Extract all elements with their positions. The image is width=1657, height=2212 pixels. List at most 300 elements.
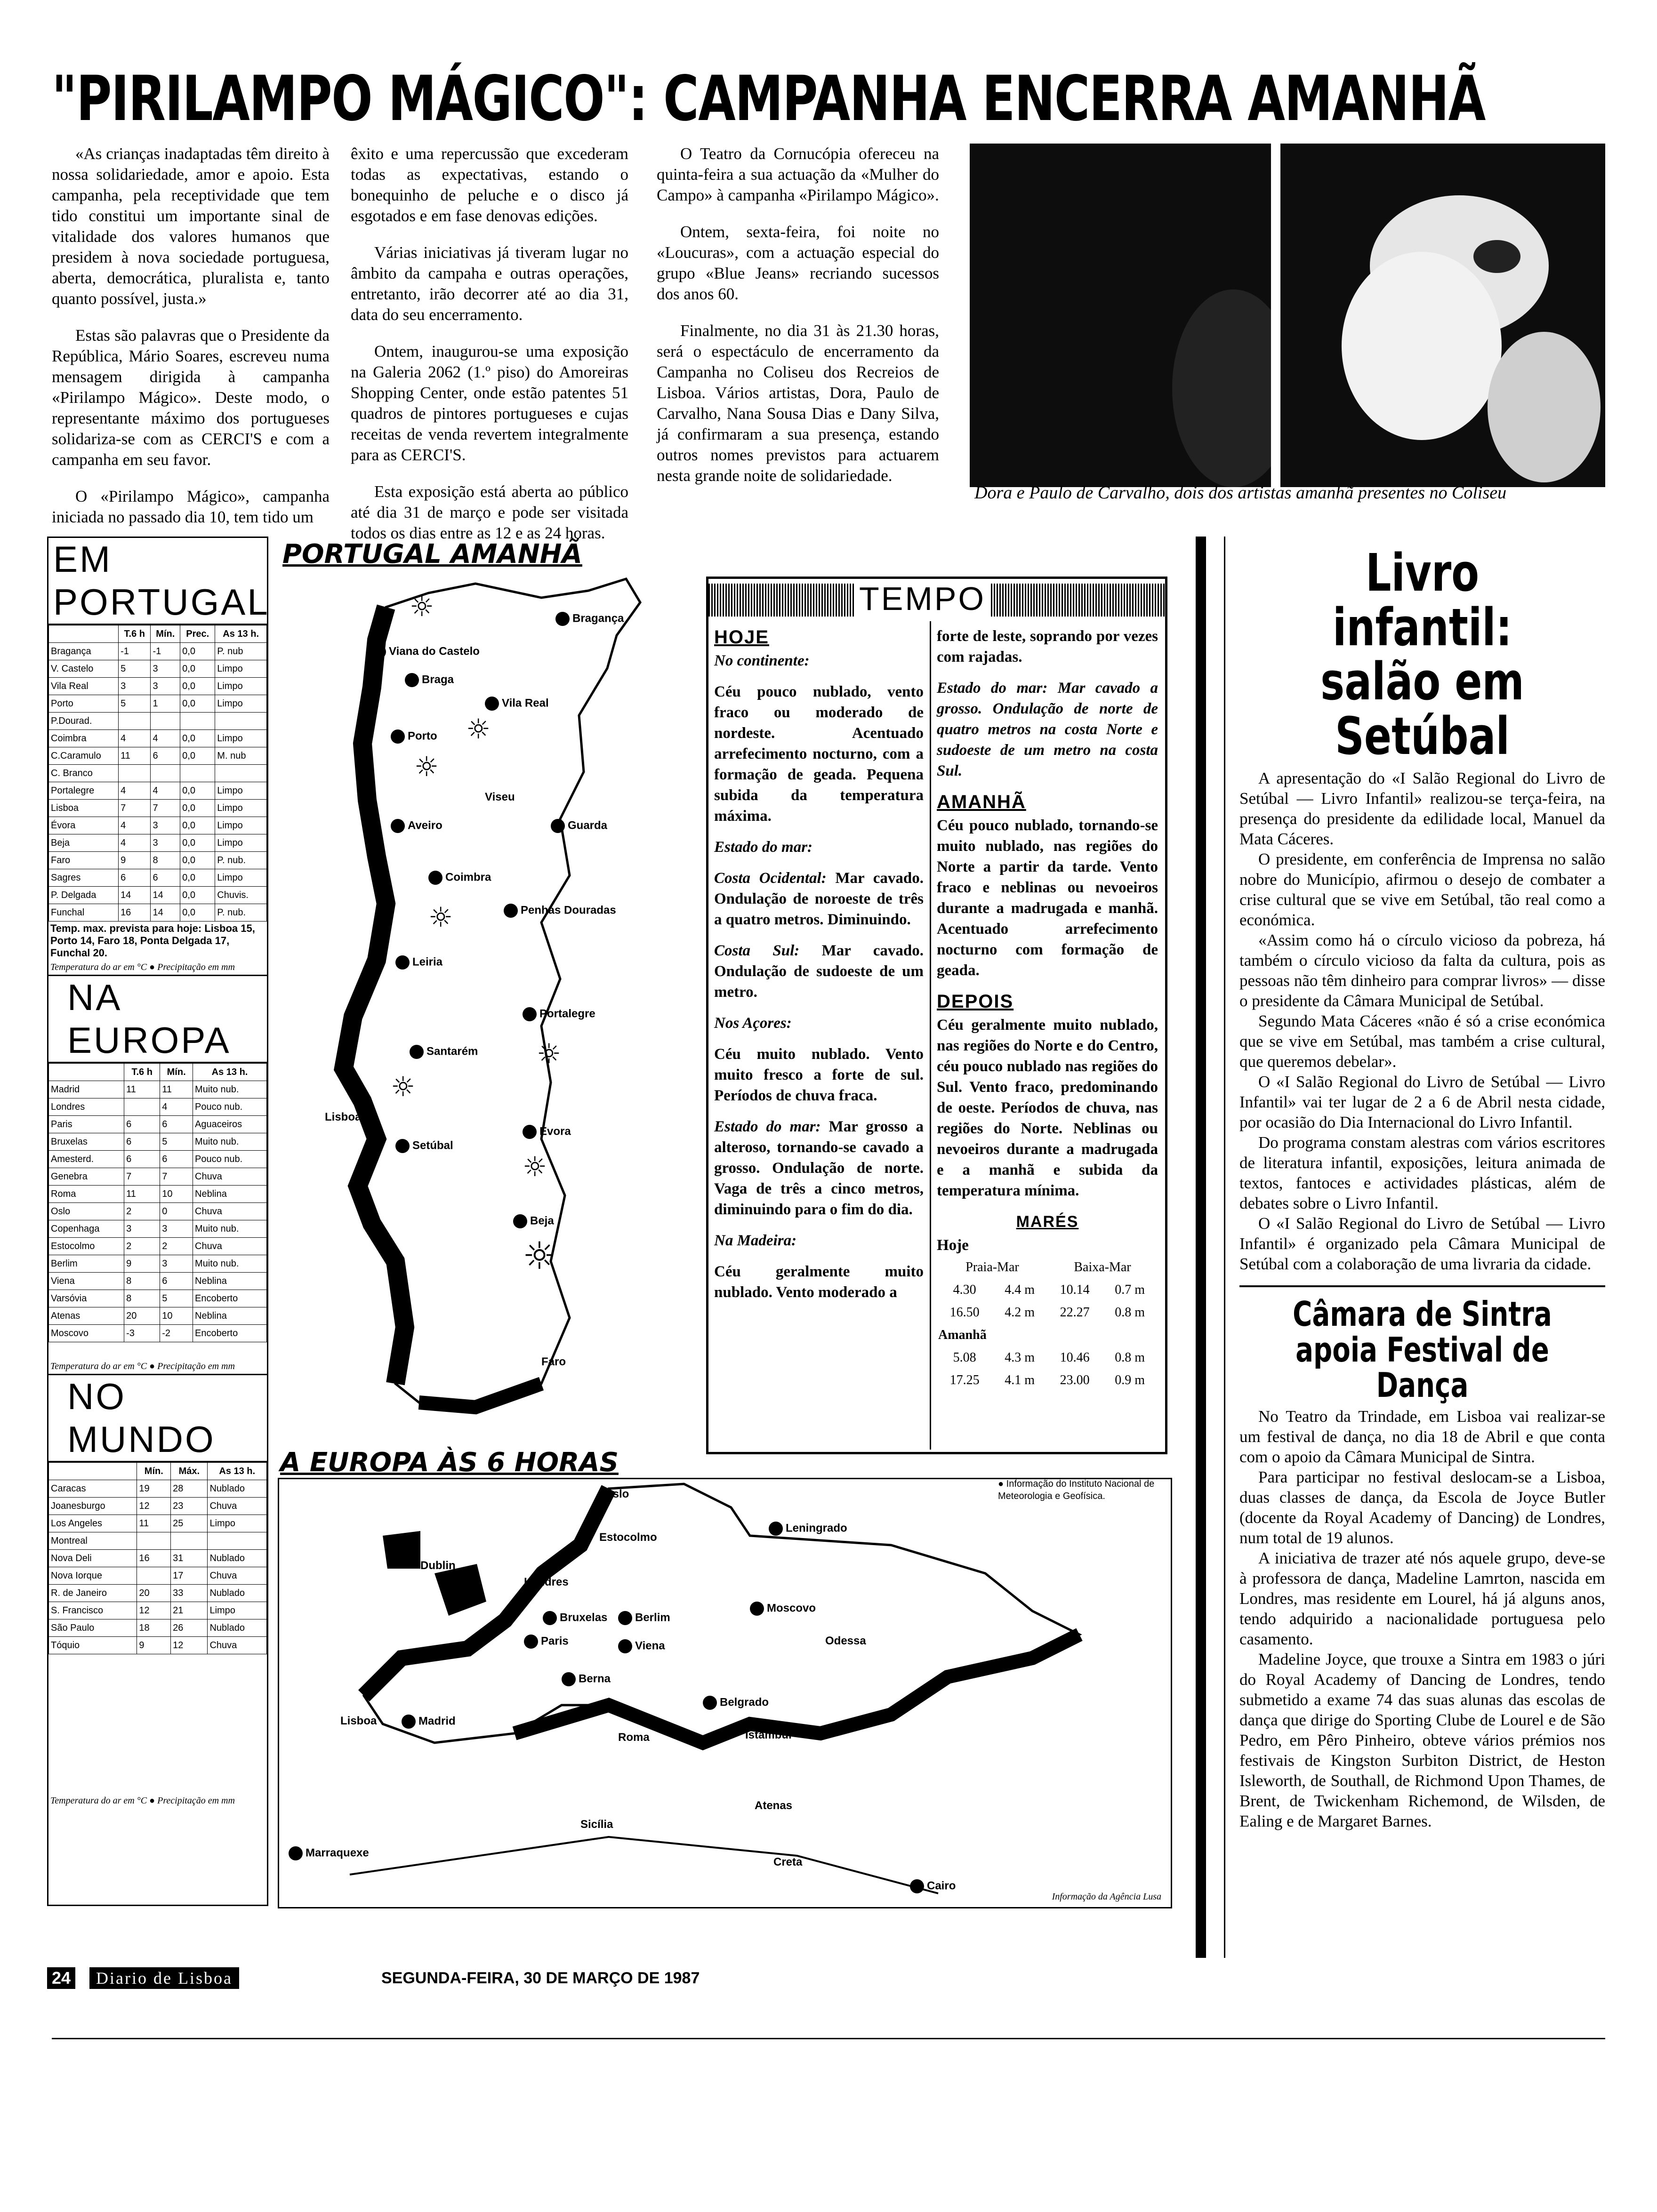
table-row — [49, 678, 267, 695]
table-cell: 0,0 — [180, 730, 215, 747]
map-city-label: Vila Real — [502, 697, 549, 710]
table-row — [49, 730, 267, 747]
tempo-hoje-item — [714, 650, 924, 671]
table-cell — [171, 1532, 208, 1550]
tempo-label: Costa Ocidental: — [714, 870, 836, 887]
europe-map-shape — [279, 1479, 1171, 1907]
table-cell: P. nub — [215, 643, 267, 660]
europe-city: Sicília — [580, 1818, 613, 1831]
table-header-cell — [49, 625, 119, 643]
europe-city — [618, 1611, 670, 1625]
sidebar-paragraph: O «I Salão Regional do Livro de Setúbal — Livro Infantil» é organizado pela Câmara Municipal de Setúbal com a colaboração de uma livraria da cidade. — [1239, 1214, 1605, 1273]
table-cell: 0,0 — [180, 678, 215, 695]
table-cell: 6 — [124, 1151, 160, 1168]
table-cell: Limpo — [215, 678, 267, 695]
europe-map-title: A EUROPA ÀS 6 HORAS — [280, 1447, 619, 1478]
mares-amanha-label: Amanhã — [938, 1328, 987, 1342]
photo-dora-image — [970, 144, 1271, 487]
table-cell: Chuva — [208, 1567, 267, 1585]
table-row — [49, 800, 267, 817]
cloud-icon — [551, 819, 565, 833]
europe-city — [703, 1696, 769, 1710]
tempo-hoje-item: Costa Ocidental: Mar cavado. Ondulação de noroeste de três a quatro metros. Diminuindo. — [714, 870, 924, 928]
table-cell: 6 — [124, 1116, 160, 1133]
article-paragraph: Finalmente, no dia 31 às 21.30 horas, será o espectáculo de encerramento da Campanha no Coliseu dos Recreios de Lisboa. Vários artistas, Dora, Paulo de Carvalho, Nana Sousa Dias e Dany Silva, já confirmaram a sua presença, estando outros nomes previstos para actuarem nesta grande noite de solidariedade. — [657, 321, 939, 485]
europe-table — [48, 1063, 267, 1342]
table-cell: Madrid — [49, 1081, 124, 1098]
sun-icon: ☼ — [523, 1151, 547, 1183]
cloud-icon — [405, 673, 419, 687]
issue-date: SEGUNDA-FEIRA, 30 DE MARÇO DE 1987 — [381, 1969, 700, 1987]
table-row — [49, 1325, 267, 1342]
table-row — [49, 1619, 267, 1637]
map-city-label: Viseu — [485, 791, 515, 803]
table-cell: 7 — [151, 800, 180, 817]
table-cell: 14 — [119, 887, 151, 904]
table-cell: Limpo — [215, 869, 267, 887]
table-row — [49, 1203, 267, 1220]
mares-cell: 0.9 m — [1115, 1373, 1145, 1387]
bottom-rule — [52, 2038, 1605, 2039]
mares-col-baixa: Baixa-Mar — [1074, 1260, 1131, 1274]
tempo-hoje-item: Céu pouco nublado, vento fraco ou moderado de nordeste. Acentuado arrefecimento nocturno, com a formação de geada. Pequena subida da temperatura máxima. — [714, 683, 924, 825]
map-city-label: Setúbal — [412, 1139, 453, 1152]
europe-city — [524, 1635, 569, 1649]
table-header-cell: Prec. — [180, 625, 215, 643]
cloud-icon — [485, 697, 499, 711]
europe-city-label: Viena — [635, 1639, 665, 1652]
europe-city-label: Moscovo — [767, 1602, 816, 1615]
sidebar-paragraph: No Teatro da Trindade, em Lisboa vai realizar-se um festival de dança, no dia 18 de Abril e que conta com o apoio da Câmara Municipal de Sintra. — [1239, 1407, 1605, 1466]
table-cell: 0,0 — [180, 887, 215, 904]
table-row — [49, 1255, 267, 1273]
map-city-label: Guarda — [568, 819, 608, 832]
map-city-penhas — [504, 904, 616, 918]
table-cell: 7 — [160, 1168, 193, 1186]
table-cell: Tóquio — [49, 1637, 137, 1654]
table-cell: 12 — [137, 1602, 171, 1619]
table-row — [49, 817, 267, 834]
cloud-icon — [402, 1715, 416, 1729]
map-city-label: Lisboa — [325, 1111, 362, 1123]
sidebar-headline-2: Câmara de Sintra apoia Festival de Dança — [1293, 1294, 1552, 1405]
table-cell: 10 — [160, 1186, 193, 1203]
europe-city: Roma — [618, 1731, 650, 1744]
cloud-icon — [543, 1611, 557, 1625]
table-cell: 7 — [119, 800, 151, 817]
table-cell: 8 — [124, 1290, 160, 1307]
table-cell: 4 — [119, 834, 151, 852]
portugal-table-title: EM PORTUGAL — [48, 538, 267, 625]
table-row — [49, 1098, 267, 1116]
map-city-braga — [405, 673, 454, 687]
table-cell: 3 — [124, 1220, 160, 1238]
table-cell — [215, 713, 267, 730]
table-cell: Nova Deli — [49, 1550, 137, 1567]
table-cell: Los Angeles — [49, 1515, 137, 1532]
europe-city-label: Madrid — [418, 1715, 456, 1728]
table-cell: -3 — [124, 1325, 160, 1342]
europe-city-label: Belgrado — [720, 1696, 769, 1709]
table-row — [49, 1133, 267, 1151]
map-city-santarem — [410, 1045, 478, 1059]
table-cell: 0,0 — [180, 660, 215, 678]
europe-city-label: Paris — [541, 1635, 569, 1648]
table-cell: Vila Real — [49, 678, 119, 695]
table-cell: 2 — [124, 1203, 160, 1220]
table-cell: 12 — [137, 1498, 171, 1515]
mares-col-praia: Praia-Mar — [965, 1260, 1019, 1274]
world-table-note: Temperatura do ar em °C ● Precipitação em mm — [50, 1795, 235, 1806]
table-cell: Moscovo — [49, 1325, 124, 1342]
map-city-label: Santarém — [426, 1045, 478, 1058]
table-header-cell: T.6 h — [124, 1064, 160, 1081]
article-paragraph: Estas são palavras que o Presidente da República, Mário Soares, escreveu numa mensagem dirigida à campanha «Pirilampo Mágico». Deste modo, o representante máximo dos portugueses solidariza-se com as CERCI'S e com a campanha em seu favor. — [52, 326, 330, 469]
table-cell: Muito nub. — [193, 1081, 267, 1098]
table-cell: 0,0 — [180, 747, 215, 765]
table-row — [49, 643, 267, 660]
sun-icon: ☼ — [466, 713, 491, 745]
table-cell: 17 — [171, 1567, 208, 1585]
table-cell: Atenas — [49, 1307, 124, 1325]
map-city-label: Beja — [530, 1214, 554, 1227]
table-cell: 6 — [124, 1133, 160, 1151]
article-paragraph: Várias iniciativas já tiveram lugar no âmbito da campaha e outras operações, entretanto, irão decorrer até ao dia 31, data do seu encerramento. — [351, 243, 628, 324]
table-cell: Oslo — [49, 1203, 124, 1220]
article-column-1 — [52, 144, 330, 544]
table-cell: Évora — [49, 817, 119, 834]
table-cell — [151, 713, 180, 730]
table-cell: 16 — [137, 1550, 171, 1567]
cloud-icon — [391, 819, 405, 833]
portugal-table-note: Temperatura do ar em °C ● Precipitação em mm — [50, 962, 235, 972]
table-row — [49, 1567, 267, 1585]
sun-icon: ☼ — [537, 1038, 561, 1070]
table-cell: Porto — [49, 695, 119, 713]
table-cell: 28 — [171, 1480, 208, 1498]
table-row — [49, 834, 267, 852]
table-cell: Varsóvia — [49, 1290, 124, 1307]
tempo-hoje-item: Céu muito nublado. Vento muito fresco a forte de sul. Períodos de chuva fraca. — [714, 1046, 924, 1104]
table-cell: 3 — [119, 678, 151, 695]
cloud-icon — [410, 1045, 424, 1059]
map-city-label: Leiria — [412, 955, 443, 969]
table-cell: Limpo — [215, 730, 267, 747]
cloud-icon — [504, 904, 518, 918]
europe-map-credit: Informação da Agência Lusa — [1052, 1891, 1161, 1902]
europe-city: Creta — [773, 1856, 803, 1868]
table-header-cell — [49, 1064, 124, 1081]
article-paragraph: êxito e uma repercussão que excederam todas as expectativas, estando o bonequinho de peluche e o disco já esgotados e em fase denovas edições. — [351, 144, 628, 225]
table-cell: Chuvis. — [215, 887, 267, 904]
table-header-cell: As 13 h. — [215, 625, 267, 643]
europe-city: Atenas — [755, 1799, 793, 1812]
sidebar-paragraph: O presidente, em conferência de Imprensa no salão nobre do Município, afirmou o desejo de combater a crise cultural que se vive em Setúbal, tão real como a económica. — [1239, 850, 1605, 929]
table-cell: 6 — [151, 747, 180, 765]
table-cell: 26 — [171, 1619, 208, 1637]
tempo-depois-heading: DEPOIS — [937, 991, 1014, 1012]
table-cell: 0 — [160, 1203, 193, 1220]
tempo-amanha-text: Céu pouco nublado, tornando-se muito nublado, nas regiões do Norte a partir da tarde. Vento fraco e neblinas ou nevoeiros durante a madrugada e manhã. Acentuado arrefecimento nocturno com formação de geada. — [937, 817, 1158, 979]
sidebar-rule — [1196, 537, 1206, 1958]
tempo-label: Nos Açores: — [714, 1015, 792, 1032]
tempo-box — [706, 577, 1167, 1454]
mares-cell: 0.8 m — [1115, 1350, 1145, 1365]
tempo-label: No continente: — [714, 652, 810, 669]
table-cell: Coimbra — [49, 730, 119, 747]
table-cell: Copenhaga — [49, 1220, 124, 1238]
table-cell: 1 — [151, 695, 180, 713]
table-cell: P. nub. — [215, 852, 267, 869]
world-table-title: NO MUNDO — [48, 1375, 267, 1462]
cloud-icon — [750, 1602, 764, 1616]
table-cell: Encoberto — [193, 1290, 267, 1307]
cloud-icon — [289, 1846, 303, 1860]
europe-map — [278, 1478, 1172, 1908]
table-cell: Encoberto — [193, 1325, 267, 1342]
table-cell: Chuva — [193, 1168, 267, 1186]
table-row — [49, 695, 267, 713]
sidebar-paragraph: Segundo Mata Cáceres «não é só a crise económica que se vive em Setúbal, mas também a crise cultural, que queremos debelar». — [1239, 1012, 1605, 1071]
table-cell: Neblina — [193, 1273, 267, 1290]
mares-cell: 0.7 m — [1115, 1282, 1145, 1297]
table-cell: Faro — [49, 852, 119, 869]
europe-city: Lisboa — [340, 1715, 377, 1727]
table-row — [49, 1602, 267, 1619]
table-cell: Bragança — [49, 643, 119, 660]
table-cell: Chuva — [193, 1238, 267, 1255]
table-cell: Muito nub. — [193, 1220, 267, 1238]
table-row — [49, 1081, 267, 1098]
sidebar-paragraph: «Assim como há o círculo vicioso da pobreza, há também o círculo vicioso da falta da cultura, pois as pessoas não têm dinheiro para comprar livros» — disse o presidente da Câmara Municipal de Setúbal. — [1239, 931, 1605, 1010]
table-cell: 3 — [160, 1220, 193, 1238]
table-cell: Berlim — [49, 1255, 124, 1273]
table-cell: 8 — [124, 1273, 160, 1290]
article-paragraph: Ontem, sexta-feira, foi noite no «Loucuras», com a actuação especial do grupo «Blue Jeans» recriando sucessos dos anos 60. — [657, 223, 939, 303]
europe-city: Oslo — [604, 1488, 629, 1500]
mares-cell: 17.25 — [949, 1373, 980, 1387]
table-row — [49, 1186, 267, 1203]
cloud-icon — [372, 645, 386, 659]
table-cell: R. de Janeiro — [49, 1585, 137, 1602]
cloud-icon — [910, 1879, 924, 1893]
table-cell: Limpo — [215, 782, 267, 800]
europe-city: Dublin — [420, 1559, 456, 1572]
table-cell: 33 — [171, 1585, 208, 1602]
table-cell: 0,0 — [180, 782, 215, 800]
europe-table-title: NA EUROPA — [48, 976, 267, 1063]
sidebar-paragraph: Para participar no festival deslocam-se a Lisboa, duas classes de dança, da Escola de Joyce Butler (docente da Royal Academy of Dancing) de Londres, num total de 19 alunos. — [1239, 1467, 1605, 1547]
table-cell — [151, 765, 180, 782]
table-cell: 6 — [160, 1151, 193, 1168]
sidebar-article-1 — [1239, 768, 1605, 1274]
europe-city — [750, 1602, 816, 1616]
table-cell: Londres — [49, 1098, 124, 1116]
cloud-icon — [523, 1125, 537, 1139]
sun-icon — [555, 612, 570, 626]
sun-icon: ☼ — [391, 1071, 415, 1103]
table-row — [49, 1290, 267, 1307]
table-cell — [180, 713, 215, 730]
cloud-icon — [703, 1696, 717, 1710]
table-header-cell — [49, 1463, 137, 1480]
table-cell: 5 — [160, 1133, 193, 1151]
weather-tables — [47, 537, 268, 1906]
table-cell: 11 — [137, 1515, 171, 1532]
map-city-label: Faro — [541, 1355, 566, 1368]
table-cell: 3 — [151, 660, 180, 678]
europe-city-label: Cairo — [927, 1879, 956, 1892]
table-cell: Muito nub. — [193, 1255, 267, 1273]
world-table-section — [48, 1374, 267, 1808]
tempo-label: Na Madeira: — [714, 1232, 797, 1249]
table-cell: 5 — [119, 695, 151, 713]
sun-icon: ☼ — [523, 1234, 556, 1278]
map-city-porto — [391, 729, 437, 744]
table-cell: Limpo — [215, 817, 267, 834]
headline: "PIRILAMPO MÁGICO": CAMPANHA ENCERRA AMANHÃ — [52, 63, 1485, 135]
table-cell: C. Branco — [49, 765, 119, 782]
table-cell: 9 — [124, 1255, 160, 1273]
table-cell: 11 — [119, 747, 151, 765]
table-cell: Aguaceiros — [193, 1116, 267, 1133]
table-cell: 3 — [160, 1255, 193, 1273]
map-city-viseu — [485, 791, 515, 804]
table-cell: Joanesburgo — [49, 1498, 137, 1515]
cloud-icon — [524, 1635, 538, 1649]
table-cell: Lisboa — [49, 800, 119, 817]
photo-paulo — [1280, 144, 1605, 487]
table-cell: 4 — [119, 730, 151, 747]
europe-city-label: Bruxelas — [560, 1611, 608, 1624]
table-cell: 18 — [137, 1619, 171, 1637]
table-cell: Nublado — [208, 1619, 267, 1637]
table-cell: Roma — [49, 1186, 124, 1203]
table-cell: Limpo — [208, 1602, 267, 1619]
table-cell: 3 — [151, 817, 180, 834]
table-cell: Nublado — [208, 1585, 267, 1602]
photo-caption: Dora e Paulo de Carvalho, dois dos artistas amanhã presentes no Coliseu — [974, 483, 1507, 503]
table-cell: 2 — [124, 1238, 160, 1255]
table-cell: 4 — [119, 782, 151, 800]
table-cell: 20 — [137, 1585, 171, 1602]
table-header-cell: Máx. — [171, 1463, 208, 1480]
sidebar-paragraph: Madeline Joyce, que trouxe a Sintra em 1983 o júri do Royal Academy of Dancing de Londres, tendo submetido a exame 74 das suas alunas das escolas de dança que dirige do Sporting Clube de Lourel e de São Pedro, em Pêro Pinheiro, obteve vários prémios nos festivais de Kingston Surbiton District, de Heston Isleworth, de Southall, de Richmond Upon Thames, de Brent, de Twickenham Richemond, de Wilsden, de Ealing e de Margaret Barnes. — [1239, 1650, 1605, 1830]
sidebar-headline-1: Livro infantil: salão em Setúbal — [1320, 543, 1524, 766]
mares-cell: 4.2 m — [1005, 1305, 1035, 1320]
table-cell: 20 — [124, 1307, 160, 1325]
table-cell: Bruxelas — [49, 1133, 124, 1151]
article-column-2 — [351, 144, 628, 560]
table-cell: Sagres — [49, 869, 119, 887]
table-cell: Chuva — [208, 1498, 267, 1515]
table-cell: P. Delgada — [49, 887, 119, 904]
portugal-table — [48, 625, 267, 922]
cloud-icon — [523, 1007, 537, 1021]
table-cell: 11 — [160, 1081, 193, 1098]
mares-cell: 22.27 — [1060, 1305, 1090, 1320]
table-row — [49, 1550, 267, 1567]
article-paragraph: O «Pirilampo Mágico», campanha iniciada no passado dia 10, tem tido um — [52, 487, 330, 526]
table-cell: 19 — [137, 1480, 171, 1498]
tempo-label: Estado do mar: — [714, 1118, 829, 1135]
table-cell: 5 — [119, 660, 151, 678]
cloud-icon — [562, 1672, 576, 1686]
table-row — [49, 1220, 267, 1238]
table-cell: Viena — [49, 1273, 124, 1290]
sidebar-divider — [1239, 1285, 1605, 1287]
sidebar-paragraph: O «I Salão Regional do Livro de Setúbal — Livro Infantil» vai ter lugar de 2 a 6 de Abril nesta cidade, por ocasião do Dia Internacional do Livro Infantil. — [1239, 1073, 1605, 1131]
table-row — [49, 1307, 267, 1325]
map-city-evora — [523, 1125, 571, 1139]
page-number: 24 — [47, 1967, 75, 1989]
cloud-icon — [428, 871, 442, 885]
table-row — [49, 852, 267, 869]
table-cell: Amesterd. — [49, 1151, 124, 1168]
article-paragraph: «As crianças inadaptadas têm direito à nossa solidariedade, amor e apoio. Esta campanha, pela receptividade que tem tido constitui um importante sinal de vitalidade dos valores humanos que presidem à nova sociedade portuguesa, aberta, democrática, pluralista e, tanto quanto possível, justa.» — [52, 144, 330, 308]
table-cell: Pouco nub. — [193, 1098, 267, 1116]
tempo-col2-top: forte de leste, soprando por vezes com rajadas. — [937, 628, 1158, 665]
portugal-map-title: PORTUGAL AMANHÃ — [282, 539, 582, 569]
tempo-label: Estado do mar: — [714, 839, 813, 856]
table-row — [49, 887, 267, 904]
tempo-hoje-item — [714, 837, 924, 858]
table-cell: Limpo — [215, 834, 267, 852]
cloud-icon — [769, 1522, 783, 1536]
tempo-title-bar — [708, 580, 1165, 617]
table-cell: 0,0 — [180, 834, 215, 852]
page-footer — [47, 1963, 894, 1996]
table-cell: Caracas — [49, 1480, 137, 1498]
table-cell: Muito nub. — [193, 1133, 267, 1151]
europe-city-label: Marraquexe — [306, 1846, 369, 1859]
table-header-cell: As 13 h. — [193, 1064, 267, 1081]
tempo-credit: ● Informação do Instituto Nacional de Meteorologia e Geofísica. — [998, 1479, 1155, 1501]
table-cell: C.Caramulo — [49, 747, 119, 765]
table-cell: M. nub — [215, 747, 267, 765]
europe-city — [910, 1879, 956, 1893]
photo-paulo-image — [1280, 144, 1605, 487]
table-cell: 8 — [151, 852, 180, 869]
map-city-label: Braga — [422, 673, 454, 686]
table-cell: Nublado — [208, 1480, 267, 1498]
tempo-hoje-item — [714, 1230, 924, 1251]
map-city-braganca — [555, 612, 624, 626]
mares-cell: 4.1 m — [1005, 1373, 1035, 1387]
map-city-vila-real — [485, 697, 549, 711]
table-cell: 10 — [160, 1307, 193, 1325]
tempo-depois-text: Céu geralmente muito nublado, nas regiões do Norte e do Centro, céu pouco nublado nas regiões do Sul. Vento fraco, predominando de oeste. Períodos de chuva, nas regiões do Norte. Neblinas ou nevoeiros durante a madrugada e a manhã e subida da temperatura mínima. — [937, 1017, 1158, 1199]
table-cell: 7 — [124, 1168, 160, 1186]
mares-cell: 4.30 — [953, 1282, 976, 1297]
map-city-lisboa — [325, 1111, 361, 1124]
mares-cell: 23.00 — [1060, 1373, 1090, 1387]
table-cell: P.Dourad. — [49, 713, 119, 730]
table-cell: Nublado — [208, 1550, 267, 1567]
table-cell: 6 — [119, 869, 151, 887]
cloud-icon — [391, 729, 405, 744]
table-row — [49, 1498, 267, 1515]
table-cell — [137, 1532, 171, 1550]
cloud-icon — [618, 1611, 632, 1625]
table-cell: 21 — [171, 1602, 208, 1619]
map-city-coimbra — [428, 871, 491, 885]
table-cell — [119, 713, 151, 730]
tempo-hoje-heading: HOJE — [714, 627, 769, 648]
table-cell: 11 — [124, 1186, 160, 1203]
table-cell: -2 — [160, 1325, 193, 1342]
tempo-divider — [930, 621, 931, 1450]
